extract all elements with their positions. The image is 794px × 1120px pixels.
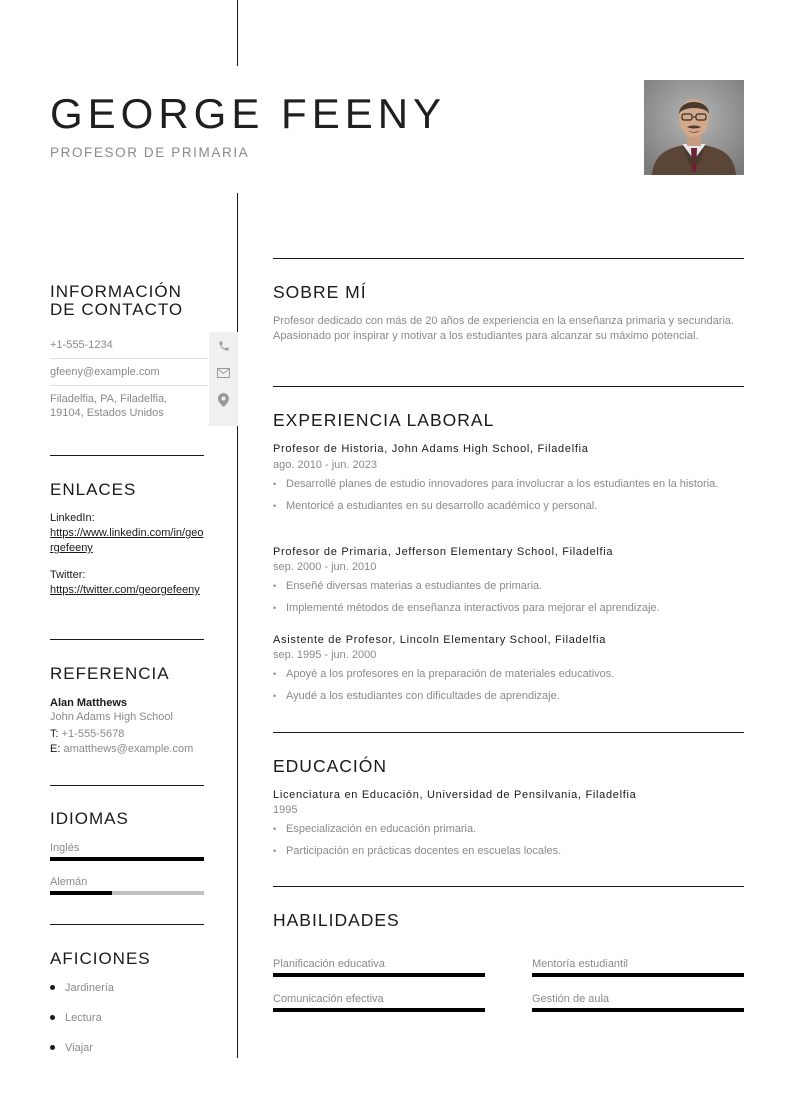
section-divider	[50, 455, 204, 456]
language-level-fill	[50, 891, 112, 895]
hobby-item	[50, 1012, 102, 1024]
portrait-image	[644, 80, 744, 175]
skill-level-bar	[532, 1008, 744, 1012]
email-label: E:	[50, 743, 61, 755]
address-line1: Filadelfia, PA, Filadelfia,	[50, 393, 168, 405]
bullet-dot	[50, 1045, 55, 1050]
reference-company: John Adams High School	[50, 711, 173, 723]
education-year: 1995	[273, 804, 298, 816]
section-divider	[50, 924, 204, 925]
candidate-name: GEORGE FEENY	[50, 90, 447, 137]
education-heading: EDUCACIÓN	[273, 756, 388, 776]
education-bullet: • Especialización en educación primaria.	[273, 822, 723, 836]
education-degree: Licenciatura en Educación, Universidad de Pensilvania, Filadelfia	[273, 789, 637, 801]
skill-name: Mentoría estudiantil	[532, 958, 628, 970]
twitter-label: Twitter:	[50, 569, 86, 581]
phone-icon	[209, 332, 238, 359]
twitter-link[interactable]: https://twitter.com/georgefeeny	[50, 584, 200, 596]
vertical-divider	[237, 193, 238, 1058]
about-heading: SOBRE MÍ	[273, 282, 367, 302]
reference-phone	[50, 728, 124, 740]
languages-heading: IDIOMAS	[50, 809, 129, 828]
section-divider	[50, 785, 204, 786]
contact-divider	[50, 385, 208, 386]
candidate-title: PROFESOR DE PRIMARIA	[50, 145, 250, 160]
job-bullets	[273, 667, 723, 711]
vertical-divider-top	[237, 0, 238, 66]
job-bullet: • Enseñé diversas materias a estudiantes de primaria.	[273, 579, 723, 593]
skill-name: Gestión de aula	[532, 993, 610, 1005]
contact-heading-line2: DE CONTACTO	[50, 300, 184, 319]
job-bullet: • Ayudé a los estudiantes con dificultades de aprendizaje.	[273, 689, 723, 703]
job-bullet: • Implementé métodos de enseñanza interactivos para mejorar el aprendizaje.	[273, 601, 723, 615]
reference-name: Alan Matthews	[50, 697, 128, 709]
language-level-bar	[50, 857, 204, 861]
contact-phone[interactable]: +1-555-1234	[50, 339, 113, 351]
job-bullet: • Desarrollé planes de estudio innovadores para involucrar a los estudiantes en la historia.	[273, 477, 723, 491]
skill-level-bar	[273, 1008, 485, 1012]
skill-level-bar	[273, 973, 485, 977]
education-bullet: • Participación en prácticas docentes en escuelas locales.	[273, 844, 723, 858]
hobby-item	[50, 1042, 93, 1054]
bullet-dot	[50, 985, 55, 990]
contact-email[interactable]: gfeeny@example.com	[50, 366, 160, 378]
envelope-icon	[209, 359, 238, 386]
skill-name: Planificación educativa	[273, 958, 385, 970]
section-divider	[273, 886, 744, 887]
section-divider	[50, 639, 204, 640]
linkedin-label: LinkedIn:	[50, 512, 95, 524]
skill-level-fill	[532, 973, 744, 977]
language-name: Alemán	[50, 876, 88, 888]
contact-divider	[50, 358, 208, 359]
job-bullets	[273, 579, 723, 623]
contact-icon-strip	[209, 332, 238, 426]
job-bullet: • Mentoricé a estudiantes en su desarrollo académico y personal.	[273, 499, 723, 513]
bullet-dot	[50, 1015, 55, 1020]
location-pin-icon	[209, 386, 238, 413]
linkedin-link[interactable]: https://www.linkedin.com/in/georgefeeny	[50, 527, 204, 554]
job-dates: ago. 2010 - jun. 2023	[273, 459, 377, 471]
contact-heading	[50, 283, 183, 319]
profile-photo	[644, 80, 744, 175]
job-dates: sep. 1995 - jun. 2000	[273, 649, 377, 661]
section-divider	[273, 732, 744, 733]
language-name: Inglés	[50, 842, 80, 854]
address-line2: 19104, Estados Unidos	[50, 407, 164, 419]
contact-heading-line1: INFORMACIÓN	[50, 282, 182, 301]
skill-name: Comunicación efectiva	[273, 993, 384, 1005]
hobby-item	[50, 982, 114, 994]
skill-level-fill	[273, 1008, 485, 1012]
hobby-label: Lectura	[65, 1012, 102, 1024]
job-bullets	[273, 477, 723, 521]
skill-level-bar	[532, 973, 744, 977]
hobbies-heading: AFICIONES	[50, 949, 151, 968]
job-dates: sep. 2000 - jun. 2010	[273, 561, 377, 573]
job-title: Profesor de Primaria, Jefferson Elementary School, Filadelfia	[273, 546, 614, 558]
skill-level-fill	[273, 973, 485, 977]
experience-heading: EXPERIENCIA LABORAL	[273, 410, 495, 430]
language-level-fill	[50, 857, 204, 861]
about-text: Profesor dedicado con más de 20 años de experiencia en la enseñanza primaria y secundaria. Apasionado por inspirar y motivar a los estudiantes para alcanzar su máximo potencial.	[273, 315, 735, 342]
language-level-bar	[50, 891, 204, 895]
skills-heading: HABILIDADES	[273, 910, 400, 930]
job-title: Asistente de Profesor, Lincoln Elementary School, Filadelfia	[273, 634, 607, 646]
job-bullet: • Apoyé a los profesores en la preparación de materiales educativos.	[273, 667, 723, 681]
reference-heading: REFERENCIA	[50, 664, 170, 683]
reference-email-value[interactable]: amatthews@example.com	[63, 743, 194, 755]
hobby-label: Viajar	[65, 1042, 93, 1054]
reference-email	[50, 743, 193, 755]
links-heading: ENLACES	[50, 480, 137, 499]
section-divider	[273, 258, 744, 259]
reference-phone-value[interactable]: +1-555-5678	[61, 728, 125, 740]
section-divider	[273, 386, 744, 387]
education-bullets	[273, 822, 723, 866]
hobby-label: Jardinería	[65, 982, 114, 994]
job-title: Profesor de Historia, John Adams High School, Filadelfia	[273, 443, 589, 455]
phone-label: T:	[50, 728, 59, 740]
skill-level-fill	[532, 1008, 744, 1012]
